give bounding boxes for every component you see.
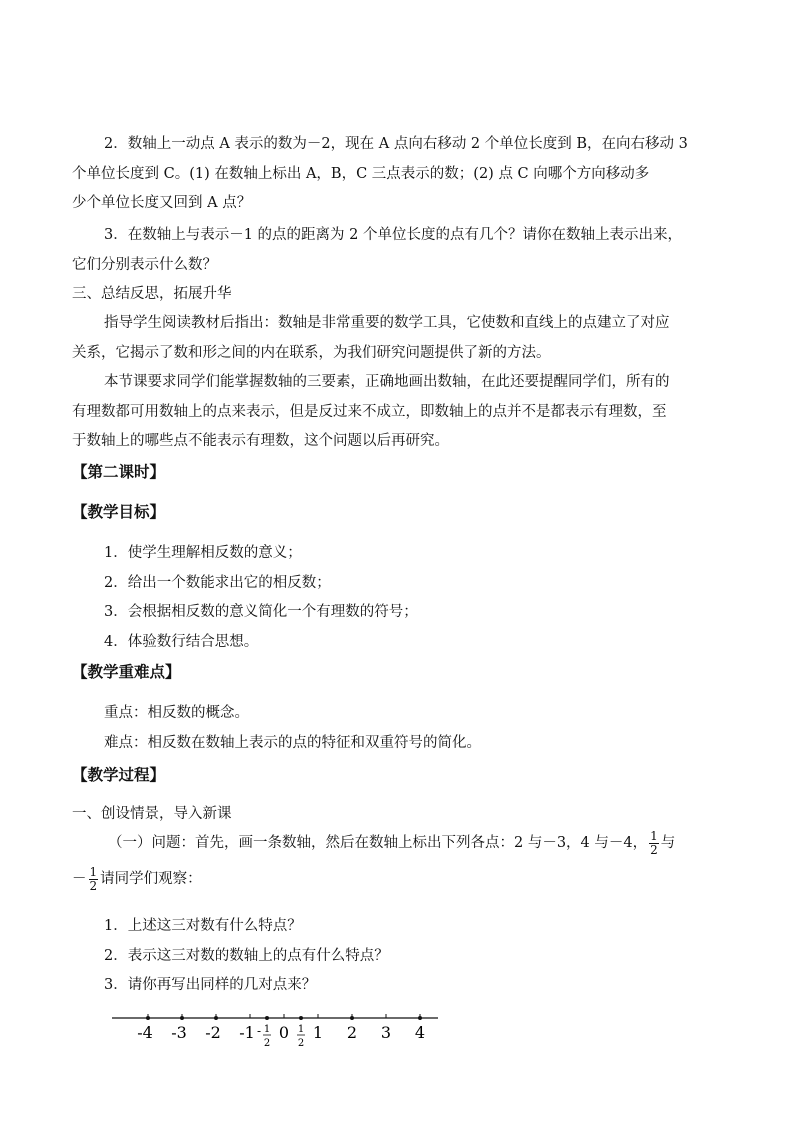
half-numerator: 1 [297, 1024, 305, 1035]
question-2-line-2: 个单位长度到 C。(1) 在数轴上标出 A，B，C 三点表示的数；(2) 点 C 向哪个方向移动多 [72, 166, 650, 182]
tick-label: 4 [414, 1023, 426, 1042]
question-item-1: 1．上述这三对数有什么特点？ [104, 918, 302, 934]
half-denominator: 2 [297, 1038, 305, 1049]
fraction-half [649, 830, 659, 857]
tick-label: -2 [205, 1023, 221, 1042]
number-line-point [180, 1016, 184, 1020]
problem-line-1 [108, 826, 675, 860]
goals-heading: 【教学目标】 [72, 502, 166, 521]
fraction-numerator: 1 [89, 864, 98, 879]
half-denominator: 2 [263, 1038, 271, 1049]
number-line-point [146, 1016, 150, 1020]
difficult-point: 难点：相反数在数轴上表示的点的特征和双重符号的简化。 [104, 735, 481, 751]
tick-label: -3 [171, 1023, 187, 1042]
goal-item-2: 2．给出一个数能求出它的相反数； [104, 575, 331, 591]
half-label [297, 1024, 305, 1049]
goal-item-1: 1．使学生理解相反数的意义； [104, 545, 302, 561]
problem-line-2 [72, 862, 202, 896]
number-line-point [299, 1016, 303, 1020]
key-points-heading: 【教学重难点】 [72, 662, 181, 681]
question-item-2: 2．表示这三对数的数轴上的点有什么特点？ [104, 948, 389, 964]
question-item-3: 3．请你再写出同样的几对点来？ [104, 977, 317, 993]
problem-text: （一）问题：首先，画一条数轴，然后在数轴上标出下列各点：2 与－3，4 与－4， [108, 835, 648, 851]
section-1-title: 一、创设情景，导入新课 [72, 806, 232, 822]
section-3-title: 三、总结反思，拓展升华 [72, 286, 232, 302]
question-2-line-3: 少个单位长度又回到 A 点？ [72, 195, 252, 211]
question-3-line-1: 3．在数轴上与表示－1 的点的距离为 2 个单位长度的点有几个？请你在数轴上表示出来， [104, 227, 682, 243]
tick-label: 3 [380, 1023, 392, 1042]
half-numerator: 1 [263, 1024, 271, 1035]
problem-yu: 与 [660, 835, 676, 851]
summary-1-line-2: 关系，它揭示了数和形之间的内在联系，为我们研究问题提供了新的方法。 [72, 345, 551, 361]
tick-label: -1 [239, 1023, 255, 1042]
fraction-numerator: 1 [650, 828, 658, 843]
process-heading: 【教学过程】 [72, 765, 166, 784]
number-line-point [350, 1016, 354, 1020]
question-3-line-2: 它们分别表示什么数？ [72, 257, 217, 273]
fraction-neg-half [89, 866, 99, 893]
summary-2-line-2: 有理数都可用数轴上的点来表示，但是反过来不成立，即数轴上的点并不是都表示有理数，至 [72, 404, 667, 420]
fraction-denominator: 2 [650, 842, 658, 857]
lesson-2-heading: 【第二课时】 [72, 462, 166, 481]
summary-1-line-1: 指导学生阅读教材后指出：数轴是非常重要的数学工具，它使数和直线上的点建立了对应 [104, 315, 670, 331]
question-2-line-1: 2．数轴上一动点 A 表示的数为－2，现在 A 点向右移动 2 个单位长度到 B，在向右移动 3 [104, 136, 688, 152]
fraction-denominator: 2 [89, 878, 98, 893]
tick-label: 2 [346, 1023, 358, 1042]
key-point: 重点：相反数的概念。 [104, 705, 249, 721]
goal-item-3: 3．会根据相反数的意义简化一个有理数的符号； [104, 604, 418, 620]
neg-sign: － [72, 871, 87, 887]
tick-label: -4 [137, 1023, 153, 1042]
neg-sign: - [256, 1024, 262, 1038]
summary-2-line-1: 本节课要求同学们能掌握数轴的三要素，正确地画出数轴，在此还要提醒同学们，所有的 [104, 374, 670, 390]
neg-half-label [257, 1024, 271, 1049]
number-line-figure [108, 998, 448, 1056]
number-line-labels [137, 1023, 425, 1049]
number-line-point [214, 1016, 218, 1020]
tick-label: 0 [278, 1023, 290, 1042]
number-line-point [418, 1016, 422, 1020]
goal-item-4: 4．体验数行结合思想。 [104, 634, 259, 650]
problem-observe: 请同学们观察： [100, 871, 202, 887]
number-line-point [265, 1016, 269, 1020]
summary-2-line-3: 于数轴上的哪些点不能表示有理数，这个问题以后再研究。 [72, 433, 449, 449]
tick-label: 1 [312, 1023, 324, 1042]
